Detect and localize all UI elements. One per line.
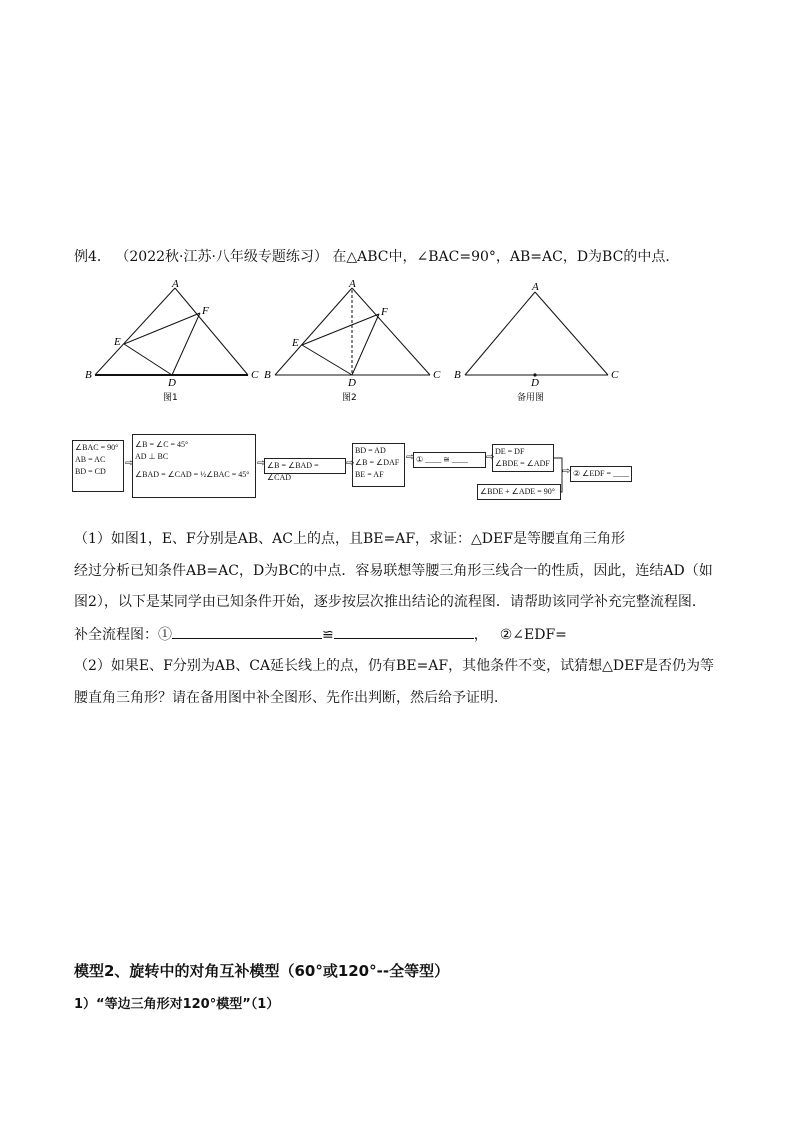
flow-box-angles [264, 458, 346, 482]
flow-box-equalities [352, 443, 405, 487]
fig1-label-d: D [168, 377, 176, 389]
flow-box-sum [477, 484, 561, 500]
flow-text: ① ____ ≅ ____ [416, 455, 468, 464]
part1-line3: 图2），以下是某同学由已知条件开始，逐步按层次推出结论的流程图．请帮助该同学补充完整流程图． [74, 594, 706, 610]
fill-separator: ， [473, 627, 488, 643]
fig1-label-f: F [202, 305, 209, 317]
example-statement: 在△ABC中，∠BAC=90°，AB=AC，D为BC的中点． [332, 249, 680, 265]
fig2-label-a: A [349, 278, 356, 290]
fig3-caption: 备用图 [517, 393, 545, 403]
fig1-label-a: A [172, 278, 179, 290]
answer-blank-1[interactable] [172, 624, 322, 639]
flow-box-congruence-blank[interactable] [413, 452, 486, 468]
flow-text: BD = CD [75, 467, 106, 476]
flow-text: BE = AF [355, 470, 384, 479]
part1-line2: 经过分析已知条件AB=AC，D为BC的中点．容易联想等腰三角形三线合一的性质，因此，连结AD（如 [74, 563, 713, 579]
section-subtitle: 1）“等边三角形对120°模型”（1） [74, 997, 280, 1012]
flow-arrow: ⇨ [486, 452, 495, 463]
fig3-label-a: A [532, 281, 539, 293]
flow-text: DE = DF [495, 447, 525, 456]
fig2-caption: 图2 [342, 393, 357, 403]
part2-line2: 腰直角三角形？请在备用图中补全图形、先作出判断，然后给予证明． [74, 690, 508, 706]
example-heading [74, 247, 679, 267]
flow-text: AB = AC [75, 455, 106, 464]
fig2-label-d: D [348, 377, 356, 389]
figure-2 [275, 288, 430, 375]
congruent-symbol: ≌ [322, 627, 334, 643]
answer-blank-2[interactable] [334, 624, 474, 639]
fig2-label-b: B [264, 369, 271, 381]
fig3-label-d: D [531, 377, 539, 389]
flow-text: ② ∠EDF = ____ [573, 469, 629, 478]
fig1-label-c: C [251, 369, 259, 381]
fig1-label-b: B [85, 369, 92, 381]
figure-1 [95, 288, 248, 375]
figure-backup [465, 292, 608, 375]
example-source: （2022秋·江苏·八年级专题练习） [115, 249, 328, 265]
example-label: 例4． [74, 249, 111, 265]
fig2-label-f: F [381, 306, 388, 318]
flow-box-given [72, 440, 124, 492]
fill-prefix: 补全流程图：① [74, 627, 172, 643]
part1-line1: （1）如图1，E、F分别是AB、AC上的点，且BE=AF，求证：△DEF是等腰直角三角形 [74, 531, 625, 547]
flow-arrow: ⇨ [346, 458, 355, 469]
flow-box-results [492, 444, 554, 472]
flow-text: ∠BAC = 90° [75, 443, 119, 452]
flow-arrow: ⇨ [562, 466, 571, 477]
fig2-label-e: E [292, 337, 299, 349]
fig1-label-e: E [114, 336, 121, 348]
flow-text: ∠BDE + ∠ADE = 90° [480, 487, 556, 496]
flow-arrow: ⇨ [125, 458, 134, 469]
figures-panel [80, 278, 640, 408]
flow-text: BD = AD [355, 446, 386, 455]
fig3-label-b: B [454, 369, 461, 381]
flow-text: ∠BAD = ∠CAD = ½∠BAC = 45° [135, 470, 250, 479]
flow-box-angle-blank[interactable] [570, 466, 632, 482]
flow-text: ∠BDE = ∠ADF [495, 459, 550, 468]
flow-arrow: ⇨ [257, 458, 266, 469]
fig1-caption: 图1 [163, 393, 178, 403]
fill-part2: ②∠EDF= [499, 627, 567, 643]
fig3-label-c: C [611, 369, 619, 381]
part2-line1: （2）如果E、F分别为AB、CA延长线上的点，仍有BE=AF，其他条件不变，试猜想△DEF是否仍为等 [74, 658, 715, 674]
flow-text: ∠B = ∠BAD = ∠CAD [267, 461, 319, 482]
fill-in-line [74, 624, 567, 645]
flow-box-properties [132, 434, 256, 498]
flow-text: ∠B = ∠C = 45° [135, 440, 189, 449]
flow-text: ∠B = ∠DAF [355, 458, 400, 467]
fig2-label-c: C [433, 369, 441, 381]
section-title: 模型2、旋转中的对角互补模型（60°或120°--全等型） [74, 962, 450, 980]
flow-arrow: ⇨ [406, 452, 415, 463]
flow-text: AD ⊥ BC [135, 452, 169, 461]
